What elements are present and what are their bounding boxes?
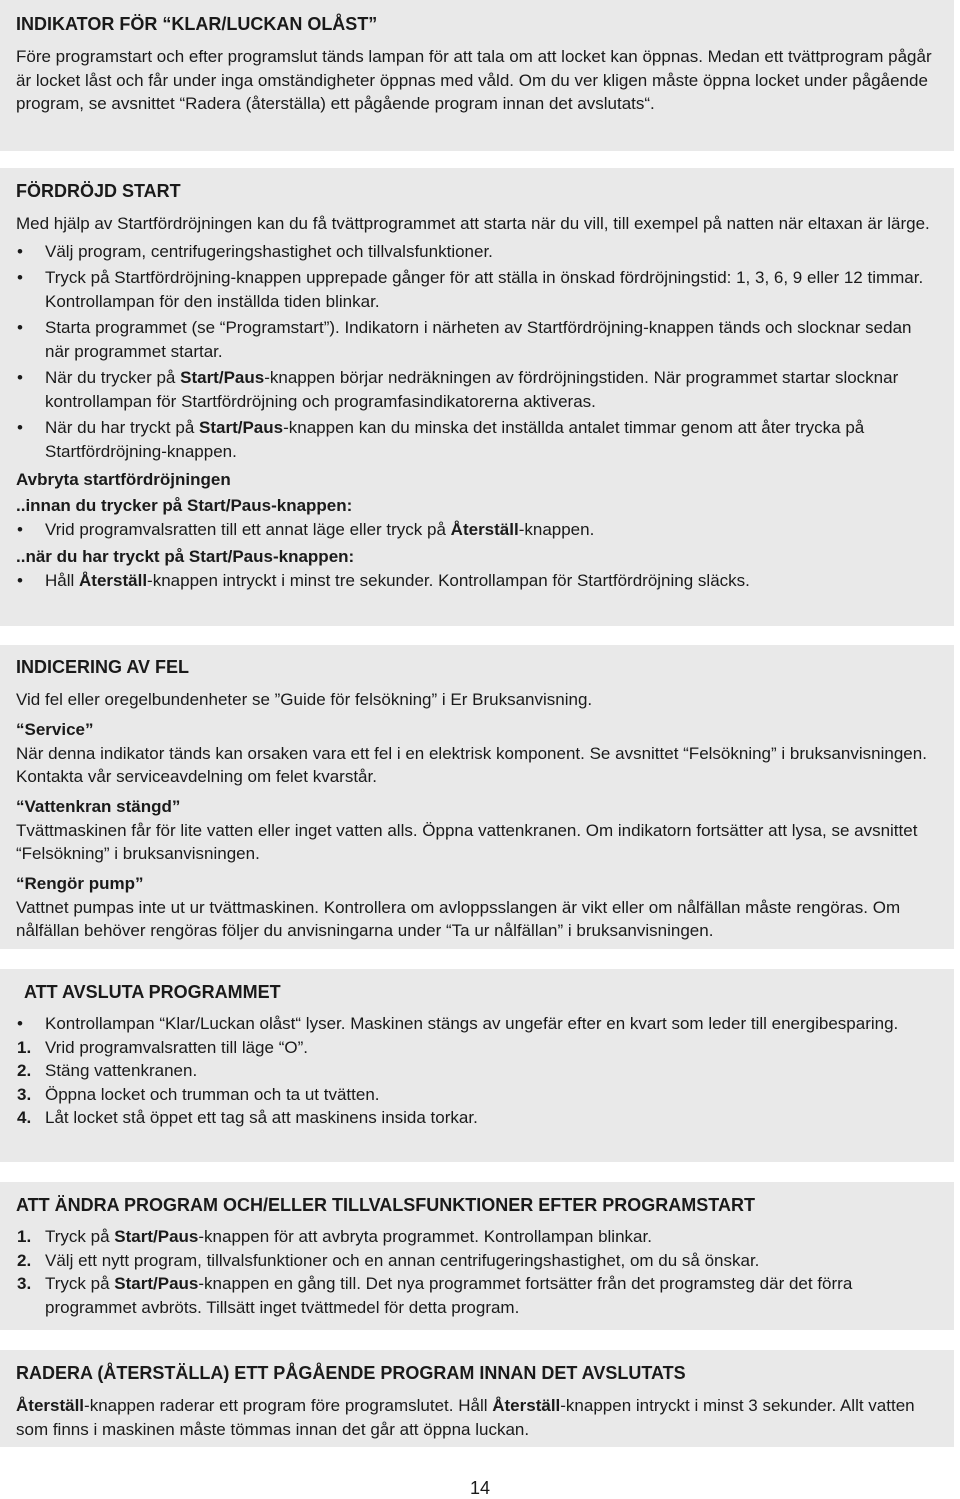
list-item: • Vrid programvalsratten till ett annat läge eller tryck på Återställ-knappen. bbox=[16, 518, 938, 542]
numbered-list bbox=[16, 1225, 938, 1319]
subheading-tap-closed: “Vattenkran stängd” bbox=[16, 796, 181, 816]
list-item: • Håll Återställ-knappen intryckt i minst tre sekunder. Kontrollampan för Startfördröjning släcks. bbox=[16, 569, 938, 593]
paragraph: Före programstart och efter programslut tänds lampan för att tala om att locket kan öppnas. Medan ett tvättprogram pågår är locket låst och får under inga omständigheter öppnas med våld. Om du ver kligen måste öppna locket under pågående program, se avsnittet “Radera (återställa) ett pågående program innan det avslutats“. bbox=[16, 47, 932, 113]
numbered-list bbox=[16, 1036, 938, 1130]
subheading-before: ..innan du trycker på Start/Paus-knappen: bbox=[16, 496, 353, 515]
section-reset-program bbox=[0, 1350, 954, 1447]
list-item: 3. Tryck på Start/Paus-knappen en gång till. Det nya programmet fortsätter från det programsteg där det förra programmet avbröts. Tillsätt inget tvättmedel för detta program. bbox=[17, 1274, 853, 1317]
section-error-indication bbox=[0, 645, 954, 949]
section-title: INDIKATOR FÖR “KLAR/LUCKAN OLÅST” bbox=[16, 14, 378, 34]
bullet-list bbox=[16, 1012, 938, 1036]
section-title: RADERA (ÅTERSTÄLLA) ETT PÅGÅENDE PROGRAM INNAN DET AVSLUTATS bbox=[16, 1363, 686, 1383]
page-number: 14 bbox=[469, 1478, 491, 1498]
list-item: • När du har tryckt på Start/Paus-knappen kan du minska det inställda antalet timmar genom att åter trycka på Startfördröjning-knappen. bbox=[16, 416, 938, 463]
list-item: • Starta programmet (se “Programstart”). Indikatorn i närheten av Startfördröjning-knappen tänds och slocknar sedan när programmet startar. bbox=[16, 316, 938, 363]
list-item: • Kontrollampan “Klar/Luckan olåst“ lyser. Maskinen stängs av ungefär efter en kvart som leder till energibesparing. bbox=[16, 1012, 938, 1036]
paragraph: Vid fel eller oregelbundenheter se ”Guide för felsökning” i Er Bruksanvisning. bbox=[16, 690, 593, 709]
section-delayed-start bbox=[0, 168, 954, 626]
section-title: ATT ÄNDRA PROGRAM OCH/ELLER TILLVALSFUNKTIONER EFTER PROGRAMSTART bbox=[16, 1195, 755, 1215]
list-item: • Välj program, centrifugeringshastighet och tillvalsfunktioner. bbox=[16, 240, 938, 264]
list-item: 2. Stäng vattenkranen. bbox=[17, 1061, 198, 1080]
subheading-clean-pump: “Rengör pump” bbox=[16, 873, 144, 893]
paragraph: Tvättmaskinen får för lite vatten eller inget vatten alls. Öppna vattenkranen. Om indikatorn fortsätter att lysa, se avsnittet “Felsökning” i bruksanvisningen. bbox=[16, 820, 918, 863]
section-title: FÖRDRÖJD START bbox=[16, 181, 181, 201]
subheading-cancel: Avbryta startfördröjningen bbox=[16, 470, 231, 489]
list-item: 4. Låt locket stå öppet ett tag så att maskinens insida torkar. bbox=[17, 1108, 478, 1127]
bullet-list bbox=[16, 569, 938, 593]
list-item: 1. Tryck på Start/Paus-knappen för att avbryta programmet. Kontrollampan blinkar. bbox=[17, 1227, 652, 1246]
section-ready-indicator bbox=[0, 0, 954, 151]
list-item: • Tryck på Startfördröjning-knappen upprepade gånger för att ställa in önskad fördröjningstid: 1, 3, 6, 9 eller 12 timmar. Kontrollampan för den inställda tiden blinkar. bbox=[16, 266, 938, 313]
paragraph: När denna indikator tänds kan orsaken vara ett fel i en elektrisk komponent. Se avsnittet “Felsökning” i bruksanvisningen. Kontakta vår serviceavdelning om felet kvarstår. bbox=[16, 743, 927, 786]
list-item: 3. Öppna locket och trumman och ta ut tvätten. bbox=[17, 1084, 380, 1104]
list-item: • När du trycker på Start/Paus-knappen börjar nedräkningen av fördröjningstiden. När programmet startar slocknar kontrollampan för Startfördröjning och programfasindikatorerna aktiveras. bbox=[16, 366, 938, 413]
bullet-list bbox=[16, 518, 938, 542]
list-item: 2. Välj ett nytt program, tillvalsfunktioner och en annan centrifugeringshastighet, om du så önskar. bbox=[17, 1250, 760, 1270]
subheading-after: ..när du har tryckt på Start/Paus-knappen: bbox=[16, 546, 355, 566]
subheading-service: “Service” bbox=[16, 719, 94, 739]
paragraph: Återställ-knappen raderar ett program före programslutet. Håll Återställ-knappen intryckt i minst 3 sekunder. Allt vatten som finns i maskinen måste tömmas innan det går att öppna luckan. bbox=[16, 1396, 915, 1439]
section-title: INDICERING AV FEL bbox=[16, 657, 190, 677]
paragraph: Vattnet pumpas inte ut ur tvättmaskinen. Kontrollera om avloppsslangen är vikt eller om nålfällan måste rengöras. Om nålfällan behöver rengöras följer du anvisningarna under “Ta ur nålfällan” i bruksanvisningen. bbox=[16, 897, 901, 940]
section-change-program bbox=[0, 1182, 954, 1330]
paragraph: Med hjälp av Startfördröjningen kan du få tvättprogrammet att starta när du vill, till exempel på natten när eltaxan är lärge. bbox=[16, 214, 930, 233]
section-end-program bbox=[0, 969, 954, 1162]
list-item: 1. Vrid programvalsratten till läge “O”. bbox=[17, 1037, 308, 1057]
bullet-list bbox=[16, 240, 938, 464]
section-title: ATT AVSLUTA PROGRAMMET bbox=[24, 982, 281, 1002]
